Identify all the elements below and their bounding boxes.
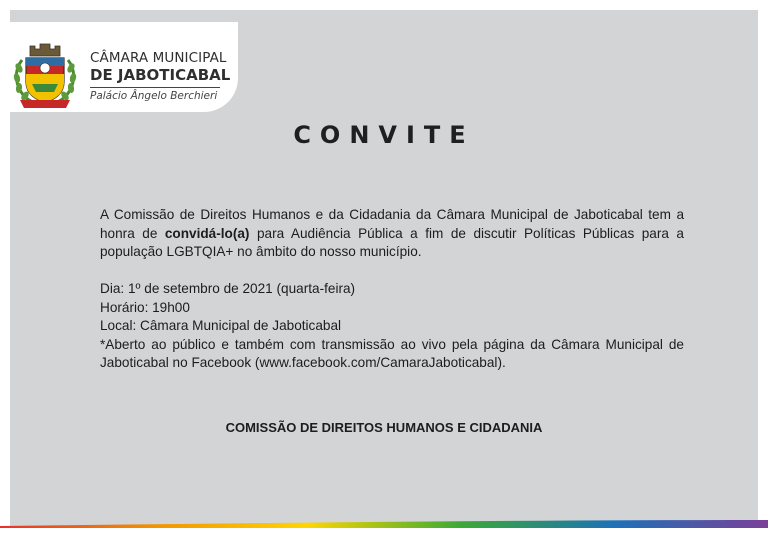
intro-text-before: A Comissão de Direitos Humanos e da Cidadania da Câmara Municipal de Jaboticabal tem a honra de — [100, 207, 684, 241]
intro-paragraph — [100, 206, 684, 262]
event-time: Horário: 19h00 — [100, 299, 190, 315]
coat-of-arms-icon — [10, 38, 80, 110]
logo-wordmark — [90, 50, 230, 103]
rainbow-stripe — [0, 520, 768, 528]
event-date: Dia: 1º de setembro de 2021 (quarta-feira) — [100, 281, 356, 296]
invitation-card — [10, 10, 758, 526]
signature-committee: COMISSÃO DE DIREITOS HUMANOS E CIDADANIA — [225, 420, 543, 435]
page-title: CONVITE — [293, 121, 475, 149]
intro-text-after: para Audiência Pública a fim de discutir Políticas Públicas para a população LGBTQIA+ no âmbito do nosso município. — [100, 225, 684, 259]
logo-line-3: Palácio Ângelo Berchieri — [90, 90, 218, 102]
logo-line-2: DE JABOTICABAL — [90, 66, 231, 84]
event-place: Local: Câmara Municipal de Jaboticabal — [100, 318, 342, 333]
event-details — [100, 280, 684, 373]
logo-line-1: CÂMARA MUNICIPAL — [90, 50, 227, 66]
intro-text-bold: convidá-lo(a) — [164, 225, 250, 241]
event-note: *Aberto ao público e também com transmissão ao vivo pela página da Câmara Municipal de Jaboticabal no Facebook (www.facebook.com/CamaraJaboticabal). — [100, 336, 684, 370]
logo-divider — [90, 87, 220, 88]
invitation-body — [100, 206, 684, 373]
institution-logo — [10, 22, 238, 112]
